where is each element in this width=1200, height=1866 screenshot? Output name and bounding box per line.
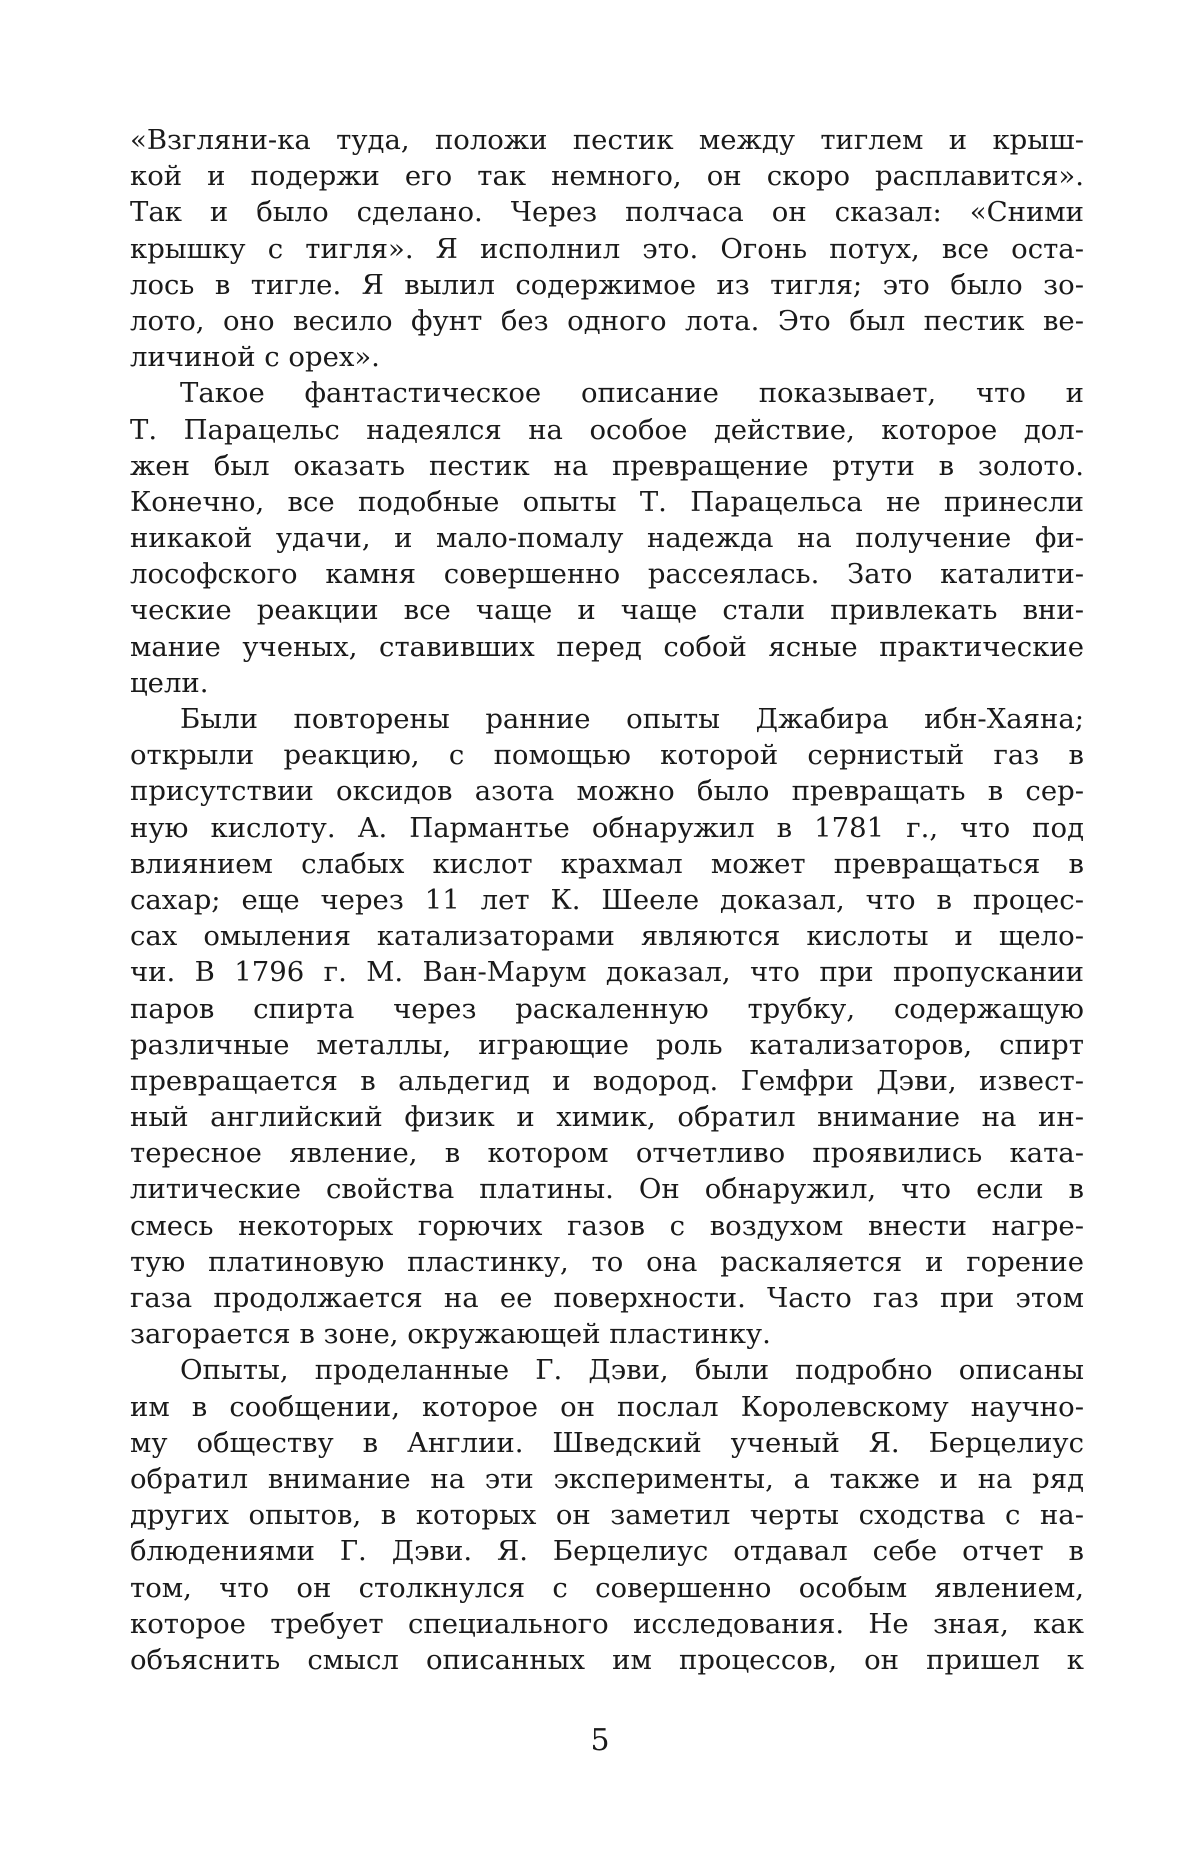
text-line: обратил внимание на эти эксперименты, а также и на ряд bbox=[130, 1462, 1084, 1495]
text-line: ный английский физик и химик, обратил внимание на ин- bbox=[130, 1101, 1084, 1134]
text-line: паров спирта через раскаленную трубку, содержащую bbox=[130, 992, 1084, 1025]
paragraph bbox=[130, 375, 1084, 701]
text-line: присутствии оксидов азота можно было превращать в сер- bbox=[130, 775, 1084, 808]
text-line: которое требует специального исследования. Не зная, как bbox=[130, 1607, 1084, 1640]
text-line: блюдениями Г. Дэви. Я. Берцелиус отдавал себе отчет в bbox=[130, 1535, 1084, 1568]
text-line: чи. В 1796 г. М. Ван-Марум доказал, что при пропускании bbox=[130, 956, 1084, 989]
text-line: цели. bbox=[130, 666, 209, 699]
text-line: лософского камня совершенно рассеялась. Зато каталити- bbox=[130, 558, 1084, 591]
paragraph bbox=[130, 122, 1084, 375]
text-line: им в сообщении, которое он послал Королевскому научно- bbox=[130, 1390, 1084, 1423]
text-line: смесь некоторых горючих газов с воздухом внести нагре- bbox=[130, 1209, 1084, 1242]
text-line: других опытов, в которых он заметил черты сходства с на- bbox=[130, 1499, 1084, 1532]
text-line: личиной с орех». bbox=[130, 341, 380, 374]
text-line: лото, оно весило фунт без одного лота. Это был пестик ве- bbox=[130, 304, 1084, 337]
text-line: Опыты, проделанные Г. Дэви, были подробно описаны bbox=[180, 1354, 1084, 1387]
text-line: тую платиновую пластинку, то она раскаляется и горение bbox=[130, 1245, 1084, 1278]
paragraph bbox=[130, 1352, 1084, 1678]
text-line: превращается в альдегид и водород. Гемфри Дэви, извест- bbox=[130, 1064, 1084, 1097]
text-line: крышку с тигля». Я исполнил это. Огонь потух, все оста- bbox=[130, 232, 1084, 265]
text-line: кой и подержи его так немного, он скоро расплавится». bbox=[130, 160, 1084, 193]
text-line: различные металлы, играющие роль катализаторов, спирт bbox=[130, 1028, 1084, 1061]
text-line: газа продолжается на ее поверхности. Часто газ при этом bbox=[130, 1282, 1084, 1314]
text-line: ную кислоту. А. Пармантье обнаружил в 1781 г., что под bbox=[130, 811, 1084, 844]
text-line: мание ученых, ставивших перед собой ясные практические bbox=[130, 630, 1084, 663]
text-line: тересное явление, в котором отчетливо проявились ката- bbox=[130, 1137, 1084, 1170]
text-line: влиянием слабых кислот крахмал может превращаться в bbox=[130, 847, 1084, 880]
text-line: Такое фантастическое описание показывает, что и bbox=[180, 377, 1084, 410]
text-line: объяснить смысл описанных им процессов, он пришел к bbox=[130, 1643, 1084, 1676]
page-number: 5 bbox=[590, 1723, 610, 1758]
book-page-text bbox=[130, 122, 1084, 1722]
text-line: сах омыления катализаторами являются кислоты и щело- bbox=[130, 920, 1084, 953]
text-line: сахар; еще через 11 лет К. Шееле доказал, что в процес- bbox=[130, 883, 1084, 916]
text-line: Конечно, все подобные опыты Т. Парацельса не принесли bbox=[130, 485, 1084, 518]
text-line: Так и было сделано. Через полчаса он сказал: «Сними bbox=[130, 196, 1084, 229]
text-line: открыли реакцию, с помощью которой сернистый газ в bbox=[130, 739, 1084, 772]
text-line: Т. Парацельс надеялся на особое действие, которое дол- bbox=[130, 413, 1084, 446]
text-line: лось в тигле. Я вылил содержимое из тигля; это было зо- bbox=[130, 268, 1084, 301]
text-line: жен был оказать пестик на превращение ртути в золото. bbox=[130, 449, 1084, 482]
text-line: том, что он столкнулся с совершенно особым явлением, bbox=[130, 1571, 1084, 1604]
text-line: никакой удачи, и мало-помалу надежда на получение фи- bbox=[130, 522, 1084, 555]
text-line: Были повторены ранние опыты Джабира ибн-Хаяна; bbox=[180, 703, 1084, 735]
text-line: му обществу в Англии. Шведский ученый Я. Берцелиус bbox=[130, 1426, 1084, 1459]
text-line: литические свойства платины. Он обнаружил, что если в bbox=[130, 1173, 1084, 1206]
text-line: загорается в зоне, окружающей пластинку. bbox=[130, 1318, 771, 1351]
paragraph bbox=[130, 701, 1084, 1352]
text-line: «Взгляни-ка туда, положи пестик между тиглем и крыш- bbox=[130, 124, 1084, 156]
text-line: ческие реакции все чаще и чаще стали привлекать вни- bbox=[130, 594, 1084, 627]
